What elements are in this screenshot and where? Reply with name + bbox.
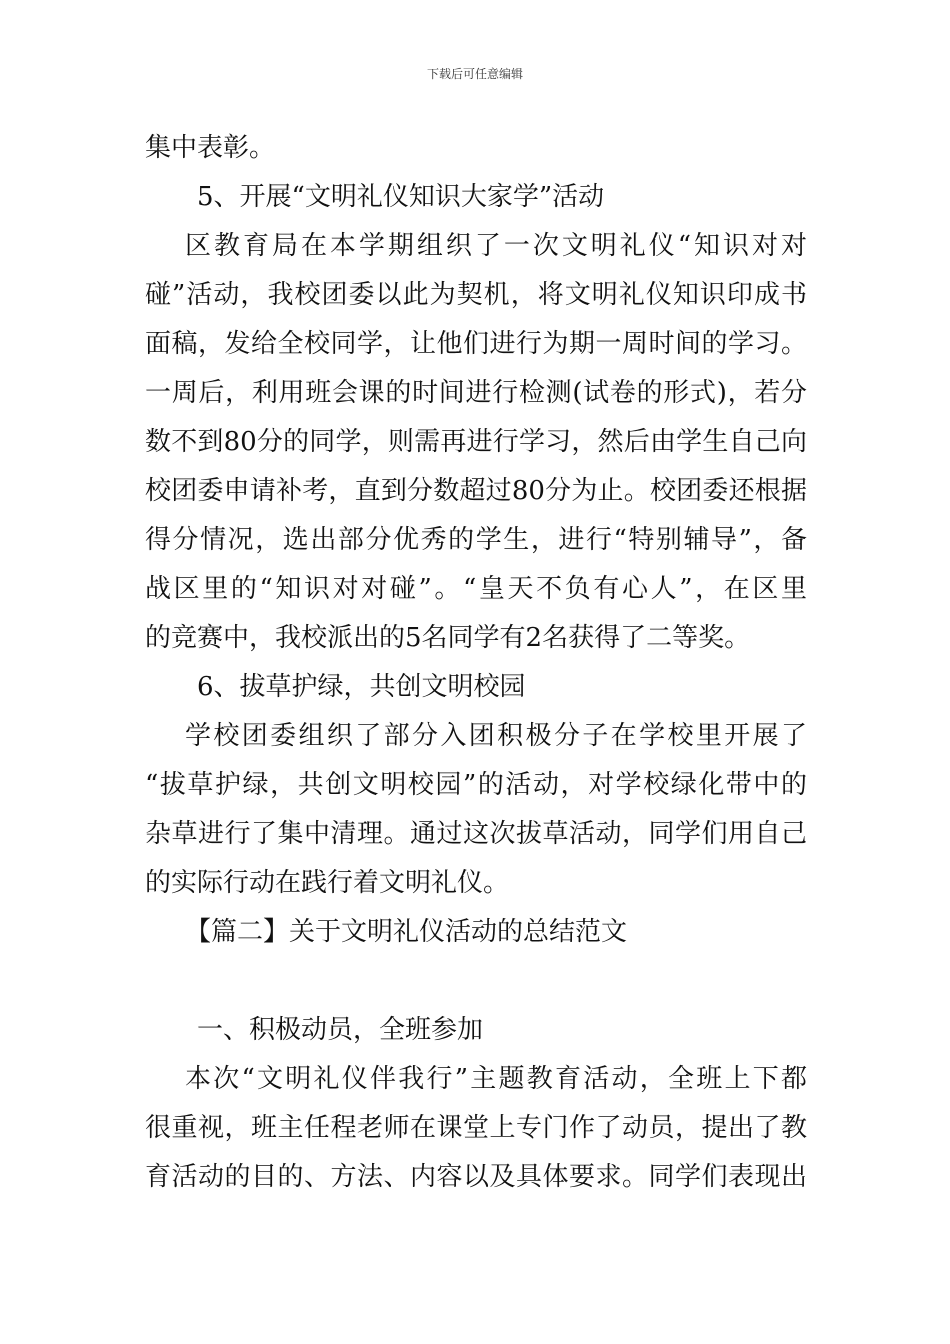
paragraph-line: 校团委申请补考，直到分数超过80分为止。校团委还根据 <box>145 476 807 506</box>
paragraph-line: 面稿，发给全校同学，让他们进行为期一周时间的学习。 <box>145 329 807 359</box>
paragraph-line: 本次“文明礼仪伴我行”主题教育活动，全班上下都 <box>185 1064 807 1094</box>
paragraph-line: 育活动的目的、方法、内容以及具体要求。同学们表现出 <box>145 1162 807 1192</box>
paragraph-line: 得分情况，选出部分优秀的学生，进行“特别辅导”，备 <box>145 525 807 555</box>
document-body <box>145 124 807 1202</box>
blank-line <box>145 957 807 1006</box>
paragraph-line: 杂草进行了集中清理。通过这次拔草活动，同学们用自己 <box>145 819 807 849</box>
paragraph-line: 区教育局在本学期组织了一次文明礼仪“知识对对 <box>185 231 807 261</box>
section-heading: 6、拔草护绿，共创文明校园 <box>197 672 526 702</box>
paragraph-line: 集中表彰。 <box>145 133 276 163</box>
paragraph-line: 一周后，利用班会课的时间进行检测(试卷的形式)，若分 <box>145 378 807 408</box>
article-title: 【篇二】关于文明礼仪活动的总结范文 <box>185 917 628 947</box>
paragraph-line: 学校团委组织了部分入团积极分子在学校里开展了 <box>185 721 807 751</box>
section-heading: 5、开展“文明礼仪知识大家学”活动 <box>197 182 605 212</box>
paragraph-line: 的实际行动在践行着文明礼仪。 <box>145 868 510 898</box>
paragraph-line: 很重视，班主任程老师在课堂上专门作了动员，提出了教 <box>145 1113 807 1143</box>
page-header-note: 下载后可任意编辑 <box>426 67 523 81</box>
paragraph-line: 战区里的“知识对对碰”。“皇天不负有心人”，在区里 <box>145 574 807 604</box>
paragraph-line: 数不到80分的同学，则需再进行学习，然后由学生自己向 <box>145 427 807 457</box>
paragraph-line: 碰”活动，我校团委以此为契机，将文明礼仪知识印成书 <box>145 280 807 310</box>
section-heading: 一、积极动员，全班参加 <box>197 1015 484 1045</box>
paragraph-line: 的竞赛中，我校派出的5名同学有2名获得了二等奖。 <box>145 623 751 653</box>
paragraph-line: “拔草护绿，共创文明校园”的活动，对学校绿化带中的 <box>145 770 807 800</box>
